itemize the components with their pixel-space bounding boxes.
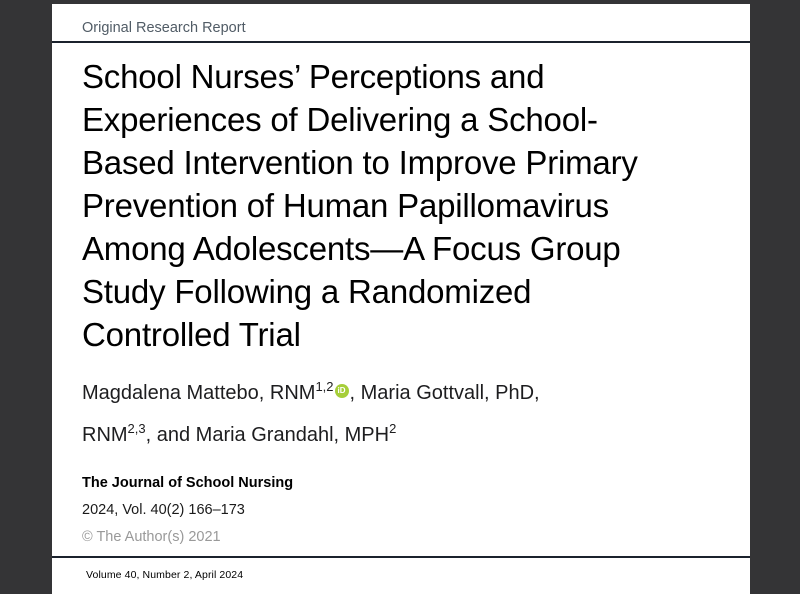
title-line: Among Adolescents—A Focus Group	[82, 230, 621, 267]
footer-issue-line: Volume 40, Number 2, April 2024	[86, 569, 244, 581]
footer-rule	[52, 556, 750, 558]
journal-copyright: © The Author(s) 2021	[82, 529, 221, 545]
author-affiliation-superscript: 1,2	[315, 379, 334, 394]
journal-citation: 2024, Vol. 40(2) 166–173	[82, 502, 245, 518]
author-name-text: Magdalena Mattebo, RNM	[82, 382, 316, 404]
title-line: Study Following a Randomized	[82, 273, 532, 310]
journal-info-block	[82, 470, 720, 551]
author-name-text: , and Maria Grandahl, MPH	[145, 424, 390, 446]
author-line	[82, 411, 720, 453]
author-line	[82, 369, 720, 411]
page-frame-top-strip	[0, 0, 800, 4]
author-list	[82, 369, 720, 453]
author-affiliation-superscript: 2	[389, 421, 397, 436]
article-page	[52, 4, 750, 600]
orcid-icon[interactable]: iD	[335, 384, 349, 398]
title-line: Controlled Trial	[82, 316, 301, 353]
author-name-text: , Maria Gottvall, PhD,	[349, 382, 540, 404]
article-title	[82, 55, 720, 356]
header-rule	[52, 41, 750, 43]
journal-name: The Journal of School Nursing	[82, 475, 294, 491]
article-type-label: Original Research Report	[82, 20, 246, 36]
title-line: School Nurses’ Perceptions and	[82, 58, 545, 95]
title-line: Based Intervention to Improve Primary	[82, 144, 638, 181]
title-line: Prevention of Human Papillomavirus	[82, 187, 609, 224]
author-name-text: RNM	[82, 424, 128, 446]
author-affiliation-superscript: 2,3	[127, 421, 146, 436]
title-line: Experiences of Delivering a School-	[82, 101, 598, 138]
page-frame-right-bar	[750, 0, 800, 594]
page-frame-left-bar	[0, 0, 52, 594]
